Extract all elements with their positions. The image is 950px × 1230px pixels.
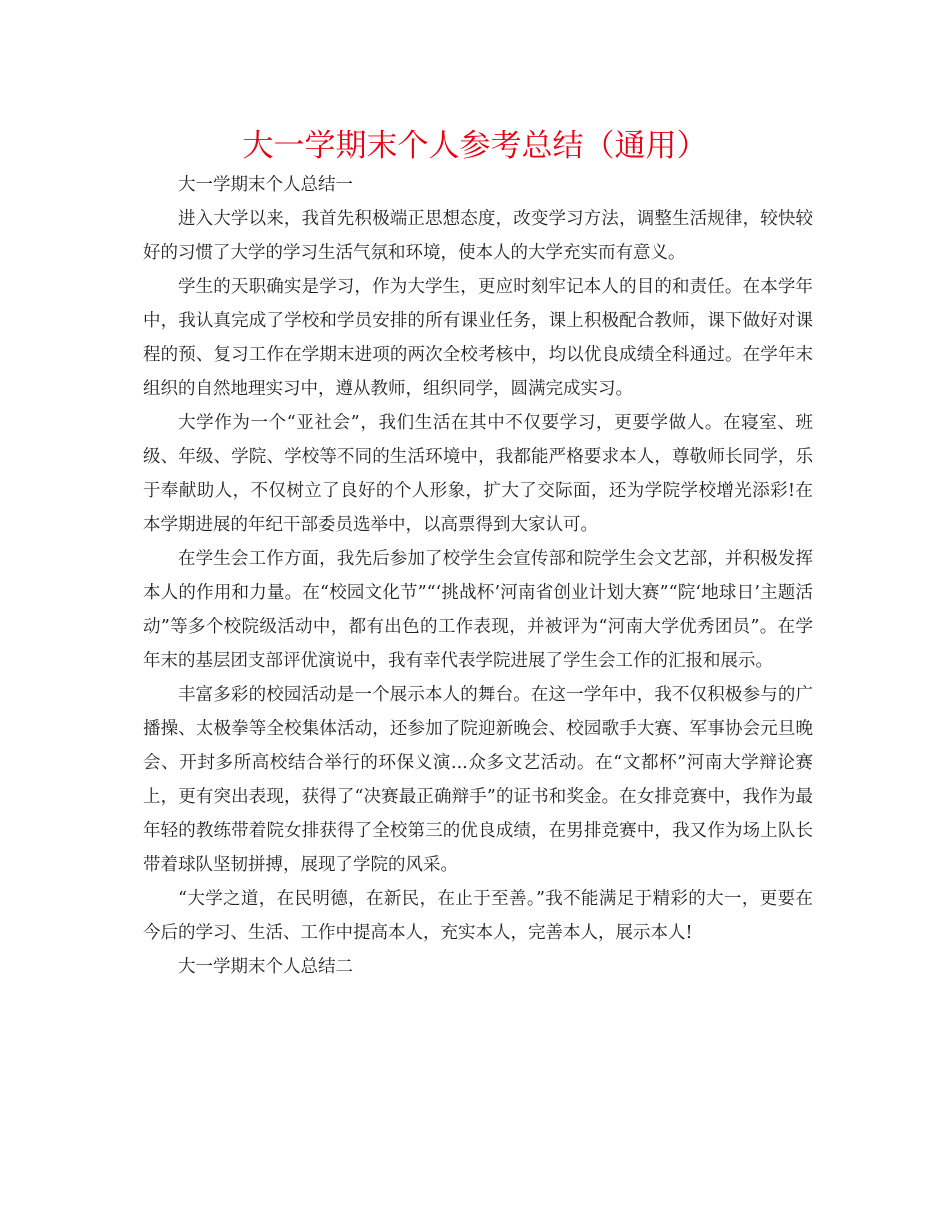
paragraph: 大学作为一个“亚社会”，我们生活在其中不仅要学习，更要学做人。在寝室、班级、年级、学院、学校等不同的生活环境中，我都能严格要求本人，尊敬师长同学，乐于奉献助人，不仅树立了良好的个人形象，扩大了交际面，还为学院学校增光添彩!在本学期进展的年纪干部委员选举中，以高票得到大家认可。: [143, 413, 813, 535]
section-heading-1: 大一学期末个人总结一: [178, 175, 353, 195]
paragraph: 进入大学以来，我首先积极端正思想态度，改变学习方法，调整生活规律，较快较好的习惯了大学的学习生活气氛和环境，使本人的大学充实而有意义。: [143, 209, 813, 263]
document-body: [143, 168, 813, 984]
document-title: 大一学期末个人参考总结（通用）: [242, 128, 708, 164]
paragraph: “大学之道，在民明德，在新民，在止于至善。”我不能满足于精彩的大一，更要在今后的学习、生活、工作中提高本人，充实本人，完善本人，展示本人!: [143, 889, 813, 943]
section-heading-2: 大一学期末个人总结二: [178, 957, 353, 977]
paragraph: 在学生会工作方面，我先后参加了校学生会宣传部和院学生会文艺部，并积极发挥本人的作用和力量。在“校园文化节”“‘挑战杯’河南省创业计划大赛”“院‘地球日’主题活动”等多个校院级活动中，都有出色的工作表现，并被评为“河南大学优秀团员”。在学年末的基层团支部评优演说中，我有幸代表学院进展了学生会工作的汇报和展示。: [143, 549, 813, 671]
paragraph: 丰富多彩的校园活动是一个展示本人的舞台。在这一学年中，我不仅积极参与的广播操、太极拳等全校集体活动，还参加了院迎新晚会、校园歌手大赛、军事协会元旦晚会、开封多所高校结合举行的环保义演...众多文艺活动。在“文都杯”河南大学辩论赛上，更有突出表现，获得了“决赛最正确辩手”的证书和奖金。在女排竞赛中，我作为最年轻的教练带着院女排获得了全校第三的优良成绩，在男排竞赛中，我又作为场上队长带着球队坚韧拼搏，展现了学院的风采。: [143, 685, 813, 875]
paragraph: 学生的天职确实是学习，作为大学生，更应时刻牢记本人的目的和责任。在本学年中，我认真完成了学校和学员安排的所有课业任务，课上积极配合教师，课下做好对课程的预、复习工作在学期末进项的两次全校考核中，均以优良成绩全科通过。在学年末组织的自然地理实习中，遵从教师，组织同学，圆满完成实习。: [143, 277, 813, 399]
